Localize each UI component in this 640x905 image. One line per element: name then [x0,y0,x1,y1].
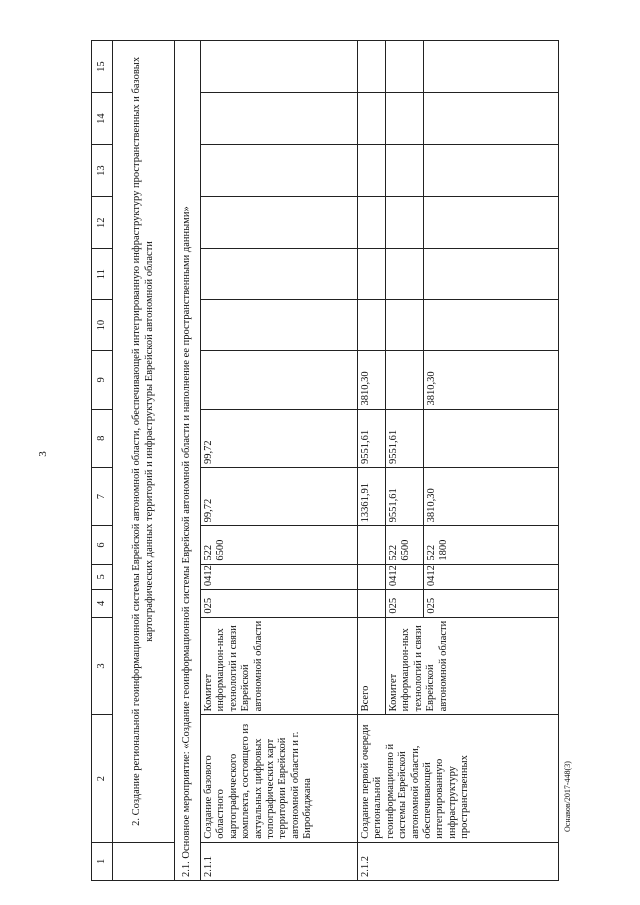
cell-rzpr: 0412 [201,564,358,589]
activity-name: Создание базового областного картографического комплекта, состоящего из актуальных цифровых топографических карт территории Еврейской автономной области и г. Биробиджана [201,715,358,842]
table-row [201,41,358,881]
cell-value [201,249,358,300]
table-row-total [358,41,386,881]
cell-csr: 522 1800 [424,526,559,564]
cell-value: 3810,30 [424,351,559,409]
header-cell: 5 [92,564,113,589]
cell-value: 9551,61 [386,467,424,525]
executor: Комитет информацион-ных технологий и связи Еврейской автономной области [386,617,559,715]
cell-value [201,351,358,409]
cell-value: 9551,61 [358,409,386,467]
cell-value: 3810,30 [358,351,386,409]
header-cell: 10 [92,300,113,351]
row-number: 2.1.2 [358,842,559,880]
cell-csr: 522 6500 [201,526,358,564]
cell-rzpr: 0412 [386,564,424,589]
section-row [113,41,175,881]
cell-grbs: 025 [201,590,358,618]
cell-value [201,41,358,93]
cell-value [201,197,358,249]
page-number: 3 [36,451,49,457]
budget-table [91,40,584,881]
header-cell: 1 [92,842,113,880]
total-label: Всего [358,617,386,715]
header-cell: 12 [92,197,113,249]
cell-value [201,93,358,145]
document-code: Оснавов/2017-448(3) [563,761,572,832]
cell-rzpr: 0412 [424,564,559,589]
header-cell: 2 [92,715,113,842]
header-cell: 9 [92,351,113,409]
main-activity: 2.1. Основное мероприятие: «Создание геоинформационной системы Еврейской автономной области и наполнение ее пространственными данными» [175,41,201,881]
cell-value [424,409,559,467]
header-cell: 14 [92,93,113,145]
cell-value: 3810,30 [424,467,559,525]
header-cell: 8 [92,409,113,467]
cell-value: 9551,61 [386,409,424,467]
header-cell: 13 [92,145,113,197]
section-title: 2. Создание региональной геоинформационной системы Еврейской автономной области, обеспечивающей интегрированную инфраструктуру пространственных и базовых картографических данных территорий и инфраструктуры Еврейской автономной области [113,41,175,843]
cell-csr: 522 6500 [386,526,424,564]
cell-grbs: 025 [386,590,424,618]
cell-value [201,300,358,351]
cell-value: 99,72 [201,409,358,467]
activity-name: Создание первой очереди региональной геоинформационно й системы Еврейской автономной области, обеспечивающей интегрированную инфраструктуру пространственных [358,715,559,842]
main-activity-row [175,41,201,881]
cell-value: 99,72 [201,467,358,525]
cell-value [386,351,424,409]
cell-value: 13361,91 [358,467,386,525]
header-cell: 11 [92,249,113,300]
header-cell: 3 [92,617,113,715]
header-cell: 4 [92,590,113,618]
cell-grbs: 025 [424,590,559,618]
row-number: 2.1.1 [201,842,358,880]
header-cell: 15 [92,41,113,93]
header-cell: 6 [92,526,113,564]
header-row [92,41,113,881]
cell-value [201,145,358,197]
executor: Комитет информацион-ных технологий и связи Еврейской автономной области [201,617,358,715]
header-cell: 7 [92,467,113,525]
